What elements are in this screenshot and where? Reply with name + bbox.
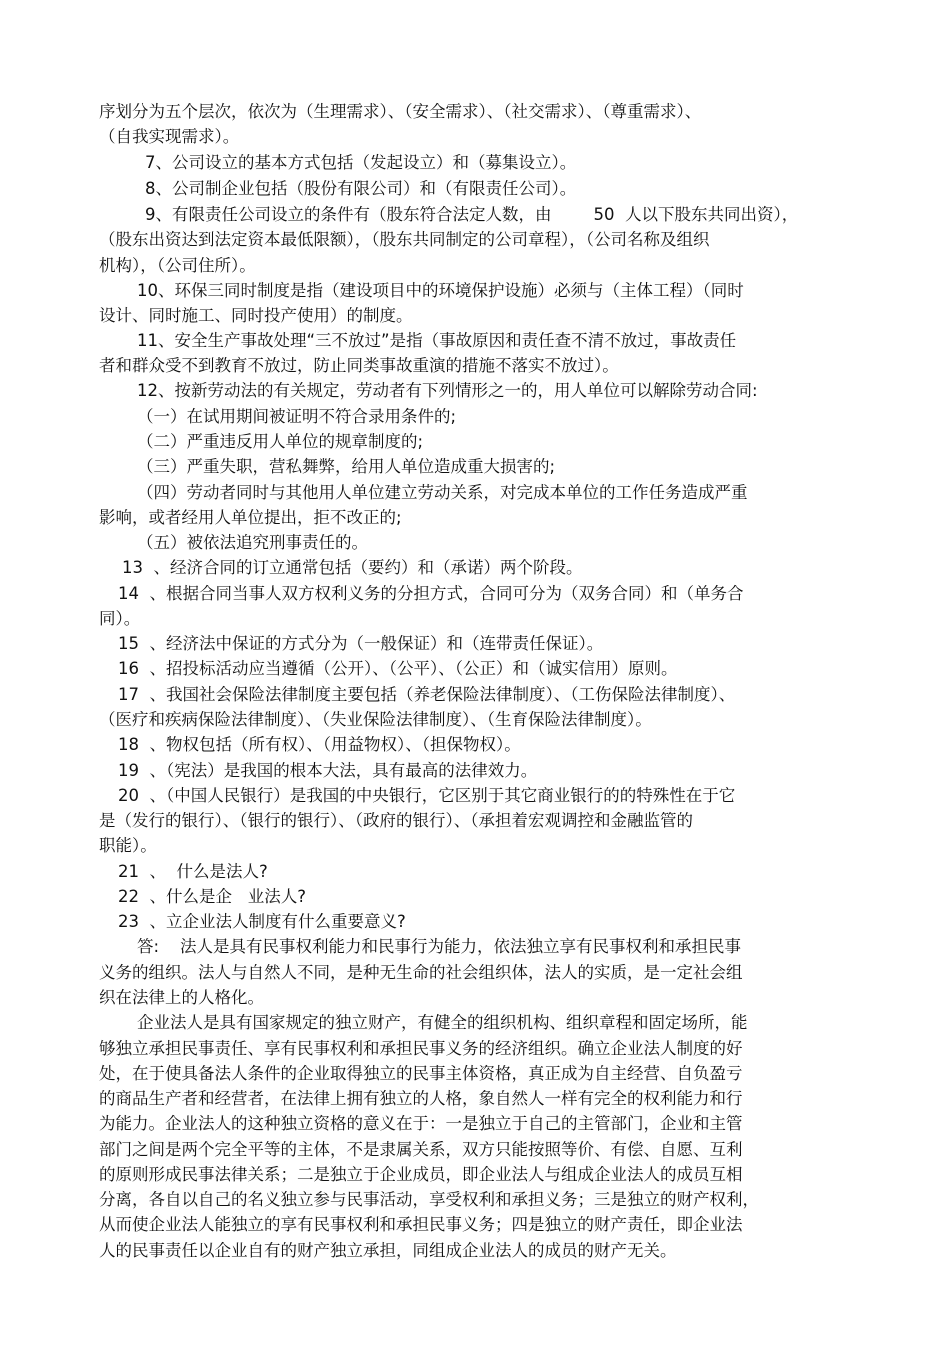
text-line: 是（发行的银行）、（银行的银行）、（政府的银行）、（承担着宏观调控和金融监管的 <box>99 811 693 830</box>
text-line: 机构），（公司住所）。 <box>99 256 256 275</box>
text-line: 处，在于使具备法人条件的企业取得独立的民事主体资格，真正成为自主经营、自负盈亏 <box>99 1064 743 1083</box>
text-line: 部门之间是两个完全平等的主体，不是隶属关系，双方只能按照等价、有偿、自愿、互利 <box>99 1140 743 1159</box>
text-line: 17 、我国社会保险法律制度主要包括（养老保险法律制度）、（工伤保险法律制度）、 <box>118 685 736 704</box>
text-line: 义务的组织。法人与自然人不同，是种无生命的社会组织体，法人的实质，是一定社会组 <box>99 963 743 982</box>
text-line: 的商品生产者和经营者，在法律上拥有独立的人格，象自然人一样有完全的权利能力和行 <box>99 1089 743 1108</box>
text-line: 13 、经济合同的订立通常包括（要约）和（承诺）两个阶段。 <box>122 558 583 577</box>
text-line: 织在法律上的人格化。 <box>99 988 264 1007</box>
text-line: 18 、物权包括（所有权）、（用益物权）、（担保物权）。 <box>118 735 521 754</box>
text-line: 序划分为五个层次，依次为（生理需求）、（安全需求）、（社交需求）、（尊重需求）、 <box>99 102 702 121</box>
text-line: 14 、根据合同当事人双方权利义务的分担方式，合同可分为（双务合同）和（单务合 <box>118 584 744 603</box>
text-line: （医疗和疾病保险法律制度）、（失业保险法律制度）、（生育保险法律制度）。 <box>99 710 652 729</box>
text-line: 人的民事责任以企业自有的财产独立承担，同组成企业法人的成员的财产无关。 <box>99 1241 677 1260</box>
text-line: 10、环保三同时制度是指（建设项目中的环境保护设施）必须与（主体工程）（同时 <box>137 281 744 300</box>
text-line: 的原则形成民事法律关系；二是独立于企业成员，即企业法人与组成企业法人的成员互相 <box>99 1165 743 1184</box>
text-line: 7、公司设立的基本方式包括（发起设立）和（募集设立）。 <box>145 153 577 172</box>
text-line: 职能）。 <box>99 836 157 855</box>
text-line: 答: 法人是具有民事权利能力和民事行为能力，依法独立享有民事权利和承担民事 <box>137 937 742 956</box>
text-line: 同）。 <box>99 609 141 628</box>
text-line: 设计、同时施工、同时投产使用）的制度。 <box>99 306 413 325</box>
text-line: 分离，各自以自己的名义独立参与民事活动，享受权利和承担义务；三是独立的财产权利， <box>99 1190 759 1209</box>
text-line: （三）严重失职，营私舞弊，给用人单位造成重大损害的; <box>137 457 556 476</box>
text-line: 20 、（中国人民银行）是我国的中央银行，它区别于其它商业银行的的特殊性在于它 <box>118 786 736 805</box>
text-line: 12、按新劳动法的有关规定，劳动者有下列情形之一的，用人单位可以解除劳动合同: <box>137 381 758 400</box>
text-line: 为能力。企业法人的这种独立资格的意义在于：一是独立于自己的主管部门，企业和主管 <box>99 1114 743 1133</box>
text-line: 16 、招投标活动应当遵循（公开）、（公平）、（公正）和（诚实信用）原则。 <box>118 659 678 678</box>
text-line: （二）严重违反用人单位的规章制度的; <box>137 432 424 451</box>
text-line: 从而使企业法人能独立的享有民事权利和承担民事义务；四是独立的财产责任，即企业法 <box>99 1215 743 1234</box>
text-line: （四）劳动者同时与其他用人单位建立劳动关系，对完成本单位的工作任务造成严重 <box>137 483 748 502</box>
text-line: 22 、什么是企 业法人? <box>118 887 306 906</box>
text-line: 者和群众受不到教育不放过，防止同类事故重演的措施不落实不放过）。 <box>99 356 619 375</box>
text-line: （自我实现需求）。 <box>99 127 240 146</box>
text-line: 11、安全生产事故处理“三不放过”是指（事故原因和责任查不清不放过，事故责任 <box>137 331 737 350</box>
text-line: 企业法人是具有国家规定的独立财产，有健全的组织机构、组织章程和固定场所，能 <box>137 1013 748 1032</box>
text-line: （五）被依法追究刑事责任的。 <box>137 533 368 552</box>
text-line: （股东出资达到法定资本最低限额），（股东共同制定的公司章程），（公司名称及组织 <box>99 230 710 249</box>
text-line: 8、公司制企业包括（股份有限公司）和（有限责任公司）。 <box>145 179 577 198</box>
text-line: 够独立承担民事责任、享有民事权利和承担民事义务的经济组织。确立企业法人制度的好 <box>99 1039 743 1058</box>
text-line: 影响，或者经用人单位提出，拒不改正的; <box>99 508 402 527</box>
text-line: 9、有限责任公司设立的条件有（股东符合法定人数，由 50 人以下股东共同出资）， <box>145 205 799 224</box>
text-line: 23 、立企业法人制度有什么重要意义? <box>118 912 406 931</box>
text-line: （一）在试用期间被证明不符合录用条件的; <box>137 407 457 426</box>
text-line: 15 、经济法中保证的方式分为（一般保证）和（连带责任保证）。 <box>118 634 604 653</box>
text-line: 21 、 什么是法人? <box>118 862 268 881</box>
text-line: 19 、（宪法）是我国的根本大法，具有最高的法律效力。 <box>118 761 538 780</box>
